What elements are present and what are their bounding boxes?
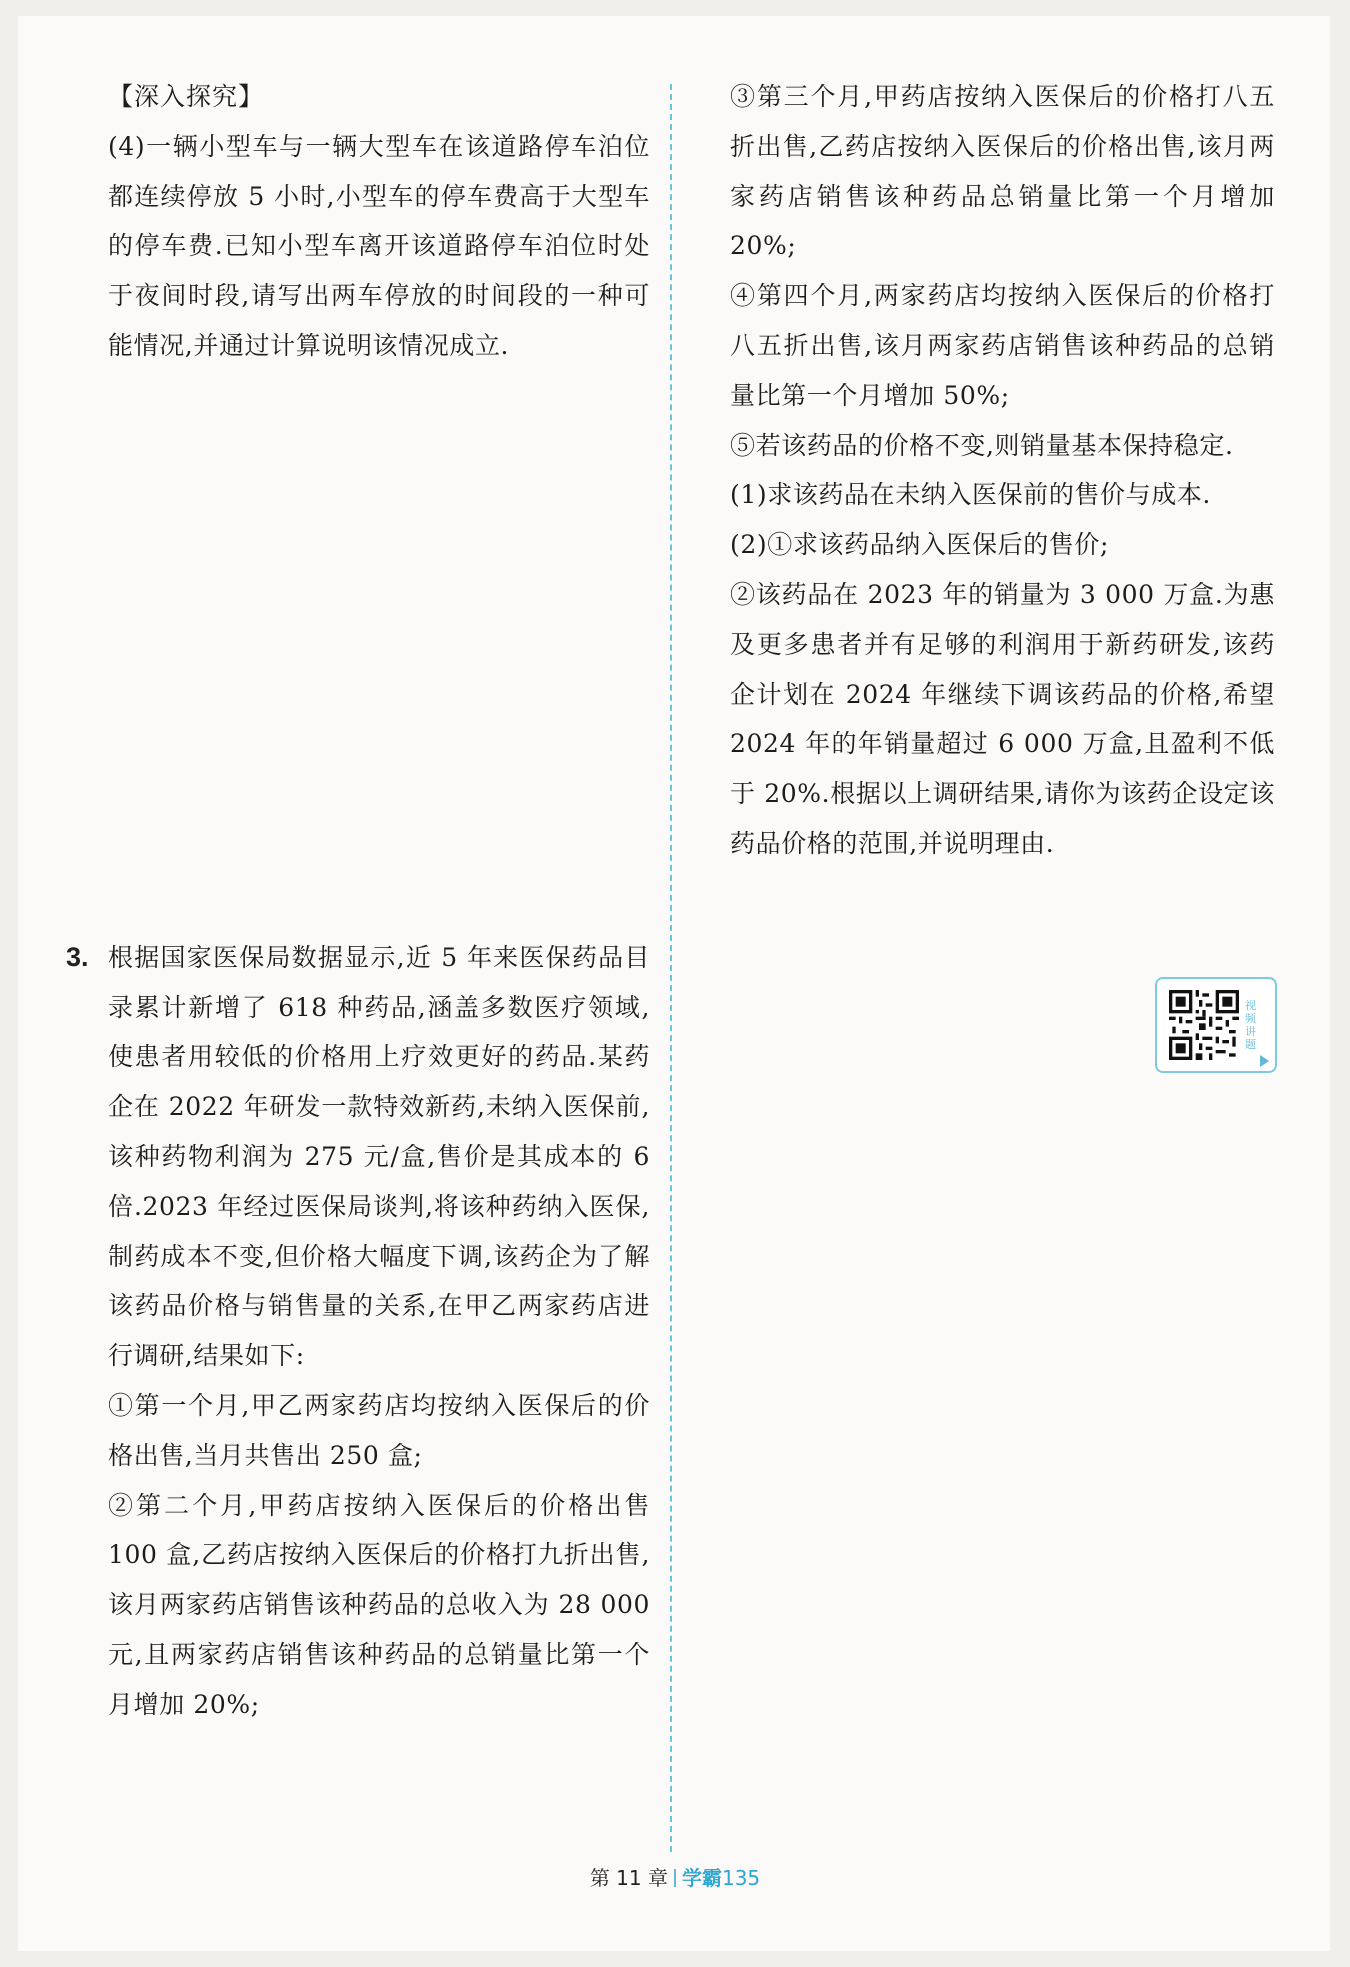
qr-code-icon	[1169, 990, 1239, 1060]
right-column	[730, 72, 1275, 869]
sub-question-1: (1)求该药品在未纳入医保前的售价与成本.	[730, 480, 1211, 510]
column-divider	[670, 84, 672, 1852]
left-column	[66, 72, 650, 1730]
survey-item-3: ③第三个月,甲药店按纳入医保后的价格打八五折出售,乙药店按纳入医保后的价格出售,该月两家药店销售该种药品总销量比第一个月增加 20%;	[730, 82, 1275, 261]
section-heading: 【深入探究】	[108, 82, 265, 111]
sub-question-2-part-1: (2)①求该药品纳入医保后的售价;	[730, 530, 1110, 560]
survey-item-1: ①第一个月,甲乙两家药店均按纳入医保后的价格出售,当月共售出 250 盒;	[108, 1390, 650, 1470]
question-3	[66, 933, 650, 1730]
brand-label: 学霸	[681, 1866, 722, 1890]
question-3-intro: 根据国家医保局数据显示,近 5 年来医保药品目录累计新增了 618 种药品,涵盖多数医疗领域,使患者用较低的价格用上疗效更好的药品.某药企在 2022 年研发一款特效新药,未纳入医保前,该种药物利润为 275 元/盒,售价是其成本的 6 倍.2023 年经过医保局谈判,将该种药纳入医保,制药成本不变,但价格大幅度下调,该药企为了解该药品价格与销售量的关系,在甲乙两家药店进行调研,结果如下:	[108, 942, 650, 1371]
page-footer	[0, 1862, 1350, 1891]
survey-item-5: ⑤若该药品的价格不变,则销量基本保持稳定.	[730, 430, 1234, 460]
page-number: 135	[721, 1866, 761, 1890]
play-icon	[1260, 1055, 1269, 1067]
answer-space	[108, 371, 650, 933]
question-4-text: (4)一辆小型车与一辆大型车在该道路停车泊位都连续停放 5 小时,小型车的停车费高于大型车的停车费.已知小型车离开该道路停车泊位时处于夜间时段,请写出两车停放的时间段的一种可能情况,并通过计算说明该情况成立.	[108, 131, 650, 360]
sub-question-2-part-2: ②该药品在 2023 年的销量为 3 000 万盒.为惠及更多患者并有足够的利润用于新药研发,该药企计划在 2024 年继续下调该药品的价格,希望 2024 年的年销量超过 6 000 万盒,且盈利不低于 20%.根据以上调研结果,请你为该药企设定该药品价格的范围,并说明理由.	[730, 579, 1275, 858]
video-explanation-qr[interactable]	[1155, 977, 1277, 1073]
qr-label: 视频讲题	[1245, 999, 1256, 1051]
footer-separator	[674, 1869, 676, 1887]
survey-item-4: ④第四个月,两家药店均按纳入医保后的价格打八五折出售,该月两家药店销售该种药品的总销量比第一个月增加 50%;	[730, 281, 1275, 410]
survey-item-2: ②第二个月,甲药店按纳入医保后的价格出售 100 盒,乙药店按纳入医保后的价格打九折出售,该月两家药店销售该种药品的总收入为 28 000 元,且两家药店销售该种药品的总销量比第一个月增加 20%;	[108, 1490, 650, 1719]
chapter-label: 第 11 章	[589, 1866, 668, 1890]
question-number: 3.	[66, 941, 89, 972]
